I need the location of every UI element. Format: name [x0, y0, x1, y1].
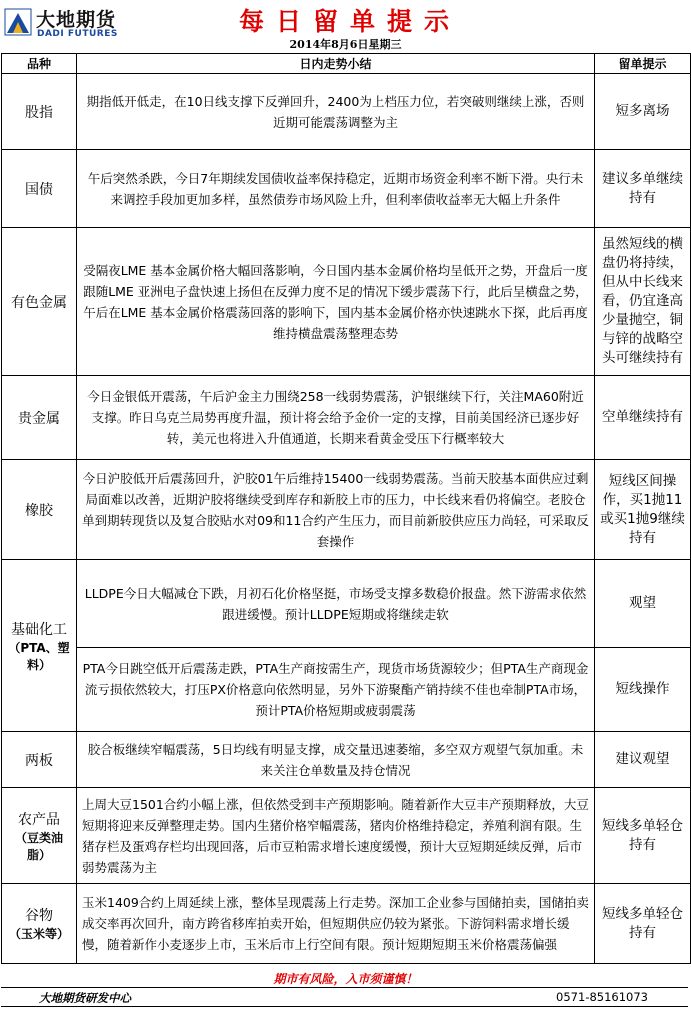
footer-organization: 大地期货研发中心: [39, 991, 131, 1005]
tip-cell: 短线操作: [595, 648, 691, 732]
variety-cell: 两板: [2, 732, 77, 788]
footer: [1, 987, 688, 1007]
tip-cell: 短线多单轻仓持有: [595, 788, 691, 884]
variety-subname: （PTA、塑料）: [8, 640, 70, 672]
summary-cell: 玉米1409合约上周延续上涨，整体呈现震荡上行走势。深加工企业参与国储拍卖，国储拍卖成交率再次回升，南方跨省移库拍卖开始，但短期供应仍较为紧张。下游饲料需求增长缓慢，随着新作小麦逐步上市，玉米后市上行空间有限。预计短期短期玉米价格震荡偏强: [77, 884, 595, 964]
variety-cell: 股指: [2, 74, 77, 150]
tip-cell: 短线多单轻仓持有: [595, 884, 691, 964]
logo-chinese-name: 大地期货: [36, 9, 117, 31]
summary-cell: 胶合板继续窄幅震荡，5日均线有明显支撑，成交量迅速萎缩，多空双方观望气氛加重。未来关注仓单数量及持仓情况: [77, 732, 595, 788]
variety-name: 谷物: [25, 908, 53, 924]
variety-subname: （豆类油脂）: [14, 830, 63, 862]
tip-cell: 空单继续持有: [595, 376, 691, 460]
summary-cell: PTA今日跳空低开后震荡走跌，PTA生产商按需生产，现货市场货源较少；但PTA生产商现金流亏损依然较大，打压PX价格意向依然明显，另外下游聚酯产销持续不佳也牵制PTA市场，预计PTA价格短期或疲弱震荡: [77, 648, 595, 732]
variety-subname: （玉米等）: [8, 927, 69, 941]
variety-cell: [2, 788, 77, 884]
advice-table: [1, 53, 691, 964]
variety-cell: 贵金属: [2, 376, 77, 460]
variety-name: 农产品: [18, 811, 60, 828]
summary-cell: 今日金银低开震荡，午后沪金主力围绕258一线弱势震荡，沪银继续下行，关注MA60附近支撑。昨日乌克兰局势再度升温，预计将会给予金价一定的支撑，目前美国经济已逐步好转，美元也将进入升值通道，长期来看黄金受压下行概率较大: [77, 376, 595, 460]
table-row: [2, 648, 691, 732]
table-header-row: [2, 54, 691, 74]
column-header-variety: 品种: [2, 54, 77, 74]
summary-cell: 午后突然杀跌，今日7年期续发国债收益率保持稳定，近期市场资金利率不断下滑。央行未来调控手段加更加多样，虽然债券市场风险上升，但利率债收益率无大幅上升条件: [77, 150, 595, 228]
tip-cell: 短多离场: [595, 74, 691, 150]
table-row: [2, 460, 691, 560]
variety-cell: 国债: [2, 150, 77, 228]
summary-cell: LLDPE今日大幅减仓下跌，月初石化价格坚挺，市场受支撑多数稳价报盘。然下游需求依然跟进缓慢。预计LLDPE短期或将继续走软: [77, 560, 595, 648]
table-row: [2, 150, 691, 228]
table-row: [2, 560, 691, 648]
table-row: [2, 74, 691, 150]
footer-phone: 0571-85161073: [556, 990, 648, 1004]
tip-cell: 虽然短线的横盘仍将持续，但从中长线来看，仍宜逢高少量抛空，铜与锌的战略空头可继续持有: [595, 228, 691, 376]
table-row: [2, 228, 691, 376]
page-title: 每日留单提示: [238, 7, 461, 36]
column-header-tip: 留单提示: [595, 54, 691, 74]
summary-cell: 上周大豆1501合约小幅上涨，但依然受到丰产预期影响。随着新作大豆丰产预期释放，大豆短期将迎来反弹整理走势。国内生猪价格窄幅震荡，猪肉价格维持稳定，养殖利润有限。生猪存栏及蛋鸡存栏均出现回落，后市豆粕需求增长速度缓慢，预计大豆短期延续反弹，后市弱势震荡为主: [77, 788, 595, 884]
report-date: 2014年8月6日星期三: [289, 38, 402, 51]
table-row: [2, 376, 691, 460]
variety-cell: 橡胶: [2, 460, 77, 560]
table-row: [2, 788, 691, 884]
column-header-summary: 日内走势小结: [77, 54, 595, 74]
variety-cell: [2, 560, 77, 732]
header: [0, 0, 691, 52]
variety-cell: 有色金属: [2, 228, 77, 376]
tip-cell: 观望: [595, 560, 691, 648]
summary-cell: 今日沪胶低开后震荡回升，沪胶01午后维持15400一线弱势震荡。当前天胶基本面供应过剩局面难以改善，近期沪胶将继续受到库存和新胶上市的压力，中长线来看仍将偏空。老胶仓单到期转现货以及复合胶贴水对09和11合约产生压力，而目前新胶供应压力尚轻，可采取反套操作: [77, 460, 595, 560]
logo-mark-icon: [4, 8, 32, 36]
tip-cell: 短线区间操作，买1抛11或买1抛9继续持有: [595, 460, 691, 560]
summary-cell: 期指低开低走，在10日线支撑下反弹回升，2400为上档压力位，若突破则继续上涨，否则近期可能震荡调整为主: [77, 74, 595, 150]
tip-cell: 建议观望: [595, 732, 691, 788]
table-row: [2, 884, 691, 964]
table-row: [2, 732, 691, 788]
logo-english-name: DADI FUTURES: [37, 29, 118, 39]
variety-cell: [2, 884, 77, 964]
risk-notice: 期市有风险，入市须谨慎！: [273, 972, 418, 986]
tip-cell: 建议多单继续持有: [595, 150, 691, 228]
variety-name: 基础化工: [11, 621, 67, 638]
summary-cell: 受隔夜LME 基本金属价格大幅回落影响，今日国内基本金属价格均呈低开之势，开盘后一度跟随LME 亚洲电子盘快速上扬但在反弹力度不足的情况下缓步震荡下行，此后呈横盘之势，午后在LME 基本金属价格震荡回落的影响下，国内基本金属价格亦快速跳水下探，此后再度维持横盘震荡整理态势: [77, 228, 595, 376]
